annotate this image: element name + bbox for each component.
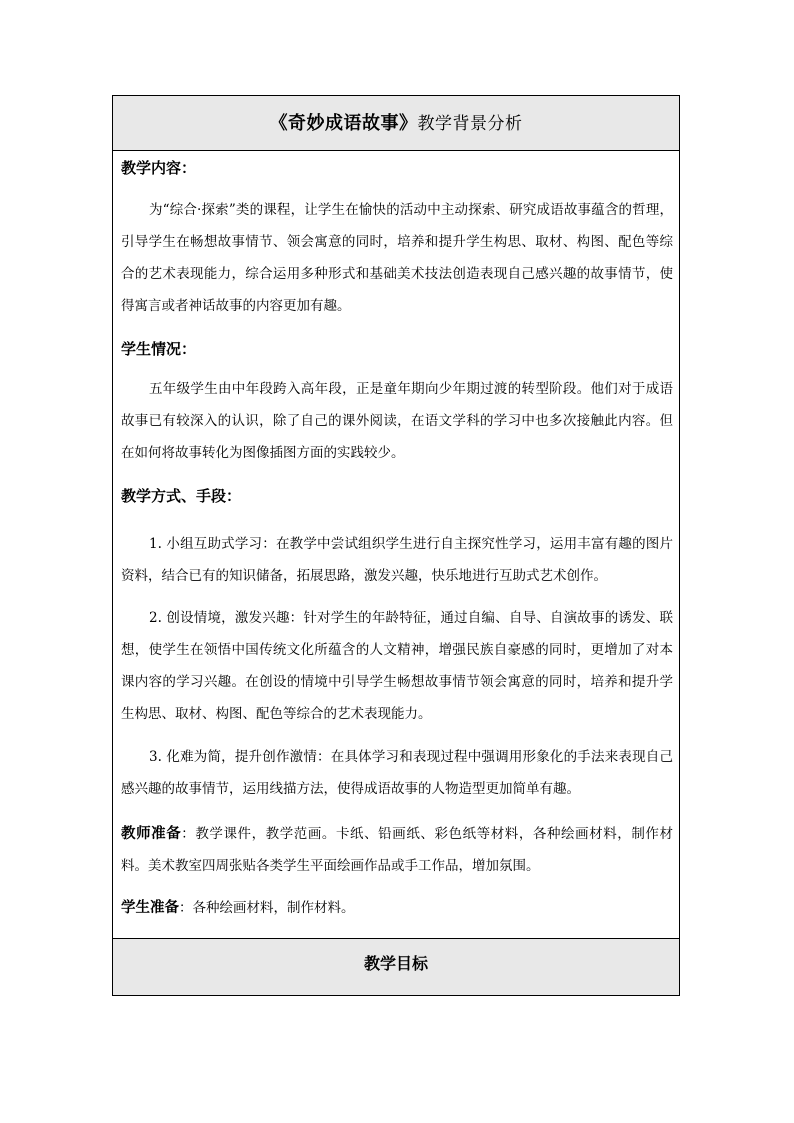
- student-prep-paragraph: [121, 892, 673, 924]
- teaching-goals-title: 教学目标: [363, 954, 428, 973]
- student-situation-heading: 学生情况：: [121, 340, 197, 358]
- teaching-methods-heading: 教学方式、手段：: [121, 487, 242, 505]
- method-item-1: 1. 小组互助式学习：在教学中尝试组织学生进行自主探究性学习，运用丰富有趣的图片资料，结合已有的知识储备，拓展思路，激发兴趣，快乐地进行互助式艺术创作。: [121, 536, 673, 584]
- title-row: [113, 96, 679, 151]
- teacher-prep-paragraph: [121, 818, 673, 882]
- student-situation-paragraph: 五年级学生由中年段跨入高年段，正是童年期向少年期过渡的转型阶段。他们对于成语故事已有较深入的认识，除了自己的课外阅读，在语文学科的学习中也多次接触此内容。但在如何将故事转化为图像插图方面的实践较少。: [121, 381, 673, 461]
- lesson-title: 《奇妙成语故事》: [269, 113, 418, 134]
- title-suffix: 教学背景分析: [417, 114, 523, 134]
- method-item-3: 3. 化难为简，提升创作激情：在具体学习和表现过程中强调用形象化的手法来表现自己感兴趣的故事情节，运用线描方法，使得成语故事的人物造型更加简单有趣。: [121, 749, 673, 797]
- teacher-prep-text: ：教学课件，教学范画。卡纸、铅画纸、彩色纸等材料，各种绘画材料，制作材料。美术教室四周张贴各类学生平面绘画作品或手工作品，增加氛围。: [121, 826, 674, 874]
- teacher-prep-label: 教师准备: [121, 825, 182, 842]
- lesson-table: [112, 95, 680, 996]
- student-prep-text: ：各种绘画材料，制作材料。: [179, 900, 355, 916]
- teaching-content-heading: 教学内容：: [121, 159, 197, 177]
- teaching-content-paragraph: 为“综合·探索”类的课程，让学生在愉快的活动中主动探索、研究成语故事蕴含的哲理，引导学生在畅想故事情节、领会寓意的同时，培养和提升学生构思、取材、构图、配色等综合的艺术表现能力，综合运用多种形式和基础美术技法创造表现自己感兴趣的故事情节，使得寓言或者神话故事的内容更加有趣。: [121, 202, 673, 314]
- method-item-2: 2. 创设情境，激发兴趣：针对学生的年龄特征，通过自编、自导、自演故事的诱发、联想，使学生在领悟中国传统文化所蕴含的人文精神，增强民族自豪感的同时，更增加了对本课内容的学习兴趣。在创设的情境中引导学生畅想故事情节领会寓意的同时，培养和提升学生构思、取材、构图、配色等综合的艺术表现能力。: [121, 610, 673, 722]
- teaching-goals-row: [113, 938, 679, 995]
- student-prep-label: 学生准备: [121, 899, 179, 916]
- content-cell: [113, 151, 679, 938]
